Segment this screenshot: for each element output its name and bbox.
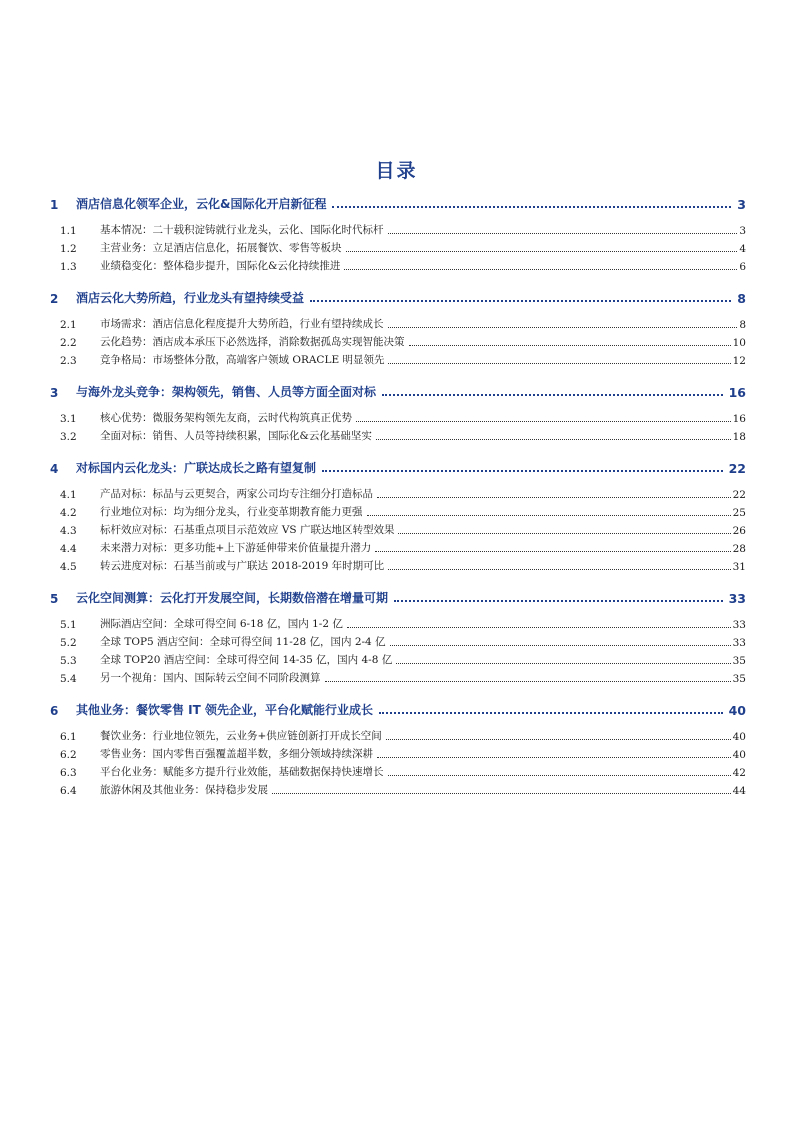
chapter-title: 对标国内云化龙头：广联达成长之路有望复制 (76, 461, 317, 475)
chapter-title: 酒店信息化领军企业，云化&国际化开启新征程 (76, 197, 327, 211)
dot-leader (388, 569, 730, 570)
toc-section-entry[interactable] (50, 779, 746, 797)
chapter-number: 1 (50, 198, 59, 212)
toc-chapter (50, 450, 746, 580)
dot-leader (386, 739, 731, 740)
toc-chapter (50, 186, 746, 280)
toc-section-entry[interactable] (50, 649, 746, 667)
chapter-number: 2 (50, 292, 59, 306)
dot-leader (375, 551, 730, 552)
spacer (50, 212, 746, 219)
section-title: 行业地位对标：均为细分龙头，行业变革期教育能力更强 (100, 506, 363, 518)
toc-chapter-entry[interactable] (50, 186, 746, 212)
spacer (50, 718, 746, 725)
dot-leader (379, 712, 723, 714)
dot-leader (388, 363, 730, 364)
section-number: 2.2 (60, 337, 77, 349)
spacer (50, 797, 746, 804)
section-title: 产品对标：标品与云更契合，两家公司均专注细分打造标品 (100, 488, 373, 500)
section-number: 3.2 (60, 431, 77, 443)
section-number: 5.2 (60, 637, 77, 649)
spacer (50, 685, 746, 692)
toc-chapter (50, 374, 746, 450)
section-number: 1.3 (60, 261, 77, 273)
toc-section-entry[interactable] (50, 407, 746, 425)
section-page-number: 25 (732, 507, 746, 519)
section-page-number: 6 (739, 261, 746, 273)
toc-chapter-entry[interactable] (50, 692, 746, 718)
dot-leader (325, 681, 731, 682)
dot-leader (396, 663, 730, 664)
section-title: 零售业务：国内零售百强覆盖超半数，多细分领域持续深耕 (100, 748, 373, 760)
toc-section-entry[interactable] (50, 725, 746, 743)
section-page-number: 18 (732, 431, 746, 443)
section-number: 6.3 (60, 767, 77, 779)
dot-leader (310, 300, 731, 302)
section-page-number: 10 (732, 337, 746, 349)
toc-section-entry[interactable] (50, 555, 746, 573)
toc-section-entry[interactable] (50, 331, 746, 349)
section-page-number: 44 (732, 785, 746, 797)
section-page-number: 31 (732, 561, 746, 573)
dot-leader (344, 269, 737, 270)
spacer (50, 443, 746, 450)
spacer (50, 606, 746, 613)
chapter-page-number: 33 (728, 591, 746, 606)
toc-section-entry[interactable] (50, 313, 746, 331)
toc-section-entry[interactable] (50, 519, 746, 537)
spacer (50, 367, 746, 374)
section-title: 业绩稳变化：整体稳步提升，国际化&云化持续推进 (100, 260, 341, 272)
section-title: 竞争格局：市场整体分散，高端客户领域 ORACLE 明显领先 (100, 354, 385, 366)
chapter-title: 其他业务：餐饮零售 IT 领先企业，平台化赋能行业成长 (76, 703, 374, 717)
dot-leader (332, 206, 731, 208)
dot-leader (409, 345, 731, 346)
toc-chapter-entry[interactable] (50, 450, 746, 476)
table-of-contents (50, 186, 746, 804)
section-title: 转云进度对标：石基当前或与广联达 2018-2019 年时期可比 (100, 560, 385, 572)
chapter-title: 云化空间测算：云化打开发展空间，长期数倍潜在增量可期 (76, 591, 389, 605)
section-page-number: 26 (732, 525, 746, 537)
spacer (50, 476, 746, 483)
section-title: 主营业务：立足酒店信息化，拓展餐饮、零售等板块 (100, 242, 342, 254)
chapter-number: 5 (50, 592, 59, 606)
dot-leader (388, 327, 738, 328)
dot-leader (398, 533, 730, 534)
toc-section-entry[interactable] (50, 349, 746, 367)
dot-leader (394, 600, 723, 602)
section-title: 平台化业务：赋能多方提升行业效能，基础数据保持快速增长 (100, 766, 384, 778)
dot-leader (376, 439, 731, 440)
section-number: 5.4 (60, 673, 77, 685)
toc-section-entry[interactable] (50, 237, 746, 255)
chapter-title: 与海外龙头竞争：架构领先，销售、人员等方面全面对标 (76, 385, 377, 399)
section-title: 云化趋势：酒店成本承压下必然选择，消除数据孤岛实现智能决策 (100, 336, 405, 348)
toc-chapter (50, 692, 746, 804)
chapter-number: 6 (50, 704, 59, 718)
section-page-number: 8 (739, 319, 746, 331)
toc-section-entry[interactable] (50, 425, 746, 443)
chapter-number: 3 (50, 386, 59, 400)
toc-title: 目录 (375, 160, 418, 182)
dot-leader (272, 793, 731, 794)
section-title: 旅游休闲及其他业务：保持稳步发展 (100, 784, 268, 796)
section-title: 全面对标：销售、人员等持续积累，国际化&云化基础坚实 (100, 430, 372, 442)
spacer (50, 400, 746, 407)
section-title: 标杆效应对标：石基重点项目示范效应 VS 广联达地区转型效果 (100, 524, 395, 536)
section-number: 1.1 (60, 225, 77, 237)
section-number: 4.2 (60, 507, 77, 519)
dot-leader (388, 233, 738, 234)
section-number: 6.4 (60, 785, 77, 797)
section-number: 2.3 (60, 355, 77, 367)
section-title: 市场需求：酒店信息化程度提升大势所趋，行业有望持续成长 (100, 318, 384, 330)
dot-leader (347, 627, 731, 628)
dot-leader (388, 775, 731, 776)
toc-section-entry[interactable] (50, 483, 746, 501)
spacer (50, 573, 746, 580)
section-page-number: 40 (732, 749, 746, 761)
section-number: 4.3 (60, 525, 77, 537)
section-page-number: 40 (732, 731, 746, 743)
toc-section-entry[interactable] (50, 631, 746, 649)
dot-leader (382, 394, 723, 396)
section-title: 另一个视角：国内、国际转云空间不同阶段测算 (100, 672, 321, 684)
chapter-title: 酒店云化大势所趋，行业龙头有望持续受益 (76, 291, 305, 305)
section-title: 核心优势：微服务架构领先友商，云时代构筑真正优势 (100, 412, 352, 424)
chapter-page-number: 16 (728, 385, 746, 400)
section-number: 4.5 (60, 561, 77, 573)
section-number: 5.3 (60, 655, 77, 667)
section-number: 4.1 (60, 489, 77, 501)
chapter-page-number: 22 (728, 461, 746, 476)
section-number: 5.1 (60, 619, 77, 631)
dot-leader (367, 515, 731, 516)
toc-section-entry[interactable] (50, 743, 746, 761)
dot-leader (377, 497, 731, 498)
section-page-number: 12 (732, 355, 746, 367)
section-number: 6.1 (60, 731, 77, 743)
toc-section-entry[interactable] (50, 613, 746, 631)
section-title: 基本情况：二十载积淀铸就行业龙头，云化、国际化时代标杆 (100, 224, 384, 236)
toc-section-entry[interactable] (50, 501, 746, 519)
dot-leader (322, 470, 723, 472)
toc-section-entry[interactable] (50, 667, 746, 685)
section-title: 餐饮业务：行业地位领先，云业务+供应链创新打开成长空间 (100, 730, 382, 742)
section-page-number: 33 (732, 637, 746, 649)
toc-section-entry[interactable] (50, 537, 746, 555)
chapter-page-number: 3 (737, 197, 746, 212)
section-page-number: 42 (732, 767, 746, 779)
dot-leader (356, 421, 731, 422)
section-number: 6.2 (60, 749, 77, 761)
section-number: 2.1 (60, 319, 77, 331)
toc-section-entry[interactable] (50, 255, 746, 273)
section-title: 全球 TOP5 酒店空间：全球可得空间 11-28 亿，国内 2-4 亿 (100, 636, 386, 648)
section-page-number: 3 (739, 225, 746, 237)
toc-chapter (50, 280, 746, 374)
section-page-number: 28 (732, 543, 746, 555)
spacer (50, 273, 746, 280)
section-title: 全球 TOP20 酒店空间：全球可得空间 14-35 亿，国内 4-8 亿 (100, 654, 393, 666)
toc-chapter-entry[interactable] (50, 280, 746, 306)
dot-leader (390, 645, 731, 646)
section-title: 未来潜力对标：更多功能+上下游延伸带来价值量提升潜力 (100, 542, 372, 554)
dot-leader (377, 757, 731, 758)
toc-section-entry[interactable] (50, 761, 746, 779)
section-number: 1.2 (60, 243, 77, 255)
dot-leader (346, 251, 738, 252)
chapter-page-number: 8 (737, 291, 746, 306)
section-number: 3.1 (60, 413, 77, 425)
section-title: 洲际酒店空间：全球可得空间 6-18 亿，国内 1-2 亿 (100, 618, 343, 630)
section-page-number: 4 (739, 243, 746, 255)
toc-section-entry[interactable] (50, 219, 746, 237)
toc-chapter-entry[interactable] (50, 580, 746, 606)
section-page-number: 33 (732, 619, 746, 631)
section-number: 4.4 (60, 543, 77, 555)
spacer (50, 306, 746, 313)
section-page-number: 35 (732, 673, 746, 685)
toc-chapter (50, 580, 746, 692)
section-page-number: 22 (732, 489, 746, 501)
toc-chapter-entry[interactable] (50, 374, 746, 400)
section-page-number: 16 (732, 413, 746, 425)
chapter-page-number: 40 (728, 703, 746, 718)
section-page-number: 35 (732, 655, 746, 667)
chapter-number: 4 (50, 462, 59, 476)
